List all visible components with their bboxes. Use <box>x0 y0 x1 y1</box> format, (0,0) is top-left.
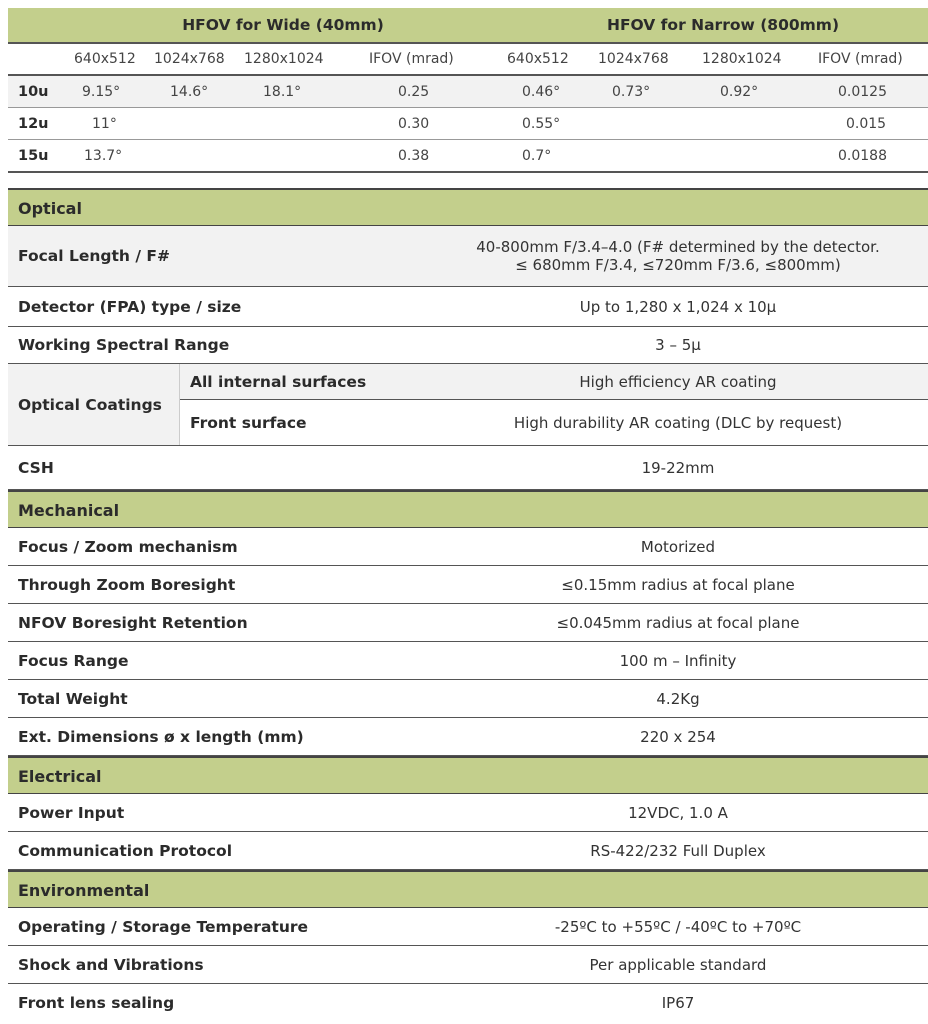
table-cell: 0.7° <box>522 147 552 164</box>
column-header: 1024x768 <box>598 51 669 67</box>
spec-value: High efficiency AR coating <box>579 372 777 391</box>
spec-label: Focal Length / F# <box>18 247 170 265</box>
spec-row <box>8 528 928 566</box>
fov-table <box>8 8 928 173</box>
spec-label: Shock and Vibrations <box>18 955 204 974</box>
spec-row-csh <box>8 446 928 490</box>
table-cell: 18.1° <box>263 83 302 100</box>
row-label: 15u <box>18 147 49 164</box>
section-mechanical: Mechanical <box>8 490 928 528</box>
spec-row <box>8 680 928 718</box>
table-cell: 0.73° <box>612 83 651 100</box>
table-cell: 0.92° <box>720 83 759 100</box>
column-header: 1280x1024 <box>702 51 782 67</box>
coating-subrow-internal <box>180 364 928 400</box>
table-cell: 13.7° <box>84 147 123 164</box>
spec-table <box>8 188 928 1022</box>
table-cell: 0.25 <box>398 83 430 100</box>
spec-value: 12VDC, 1.0 A <box>628 803 728 822</box>
table-cell: 0.38 <box>398 147 430 164</box>
spec-row <box>8 718 928 756</box>
spec-value: 3 – 5μ <box>655 336 701 354</box>
spec-row-focal-length <box>8 226 928 287</box>
table-cell: 14.6° <box>170 83 209 100</box>
spec-value: Per applicable standard <box>589 955 767 974</box>
divider <box>8 171 928 173</box>
column-header: 640x512 <box>74 51 136 67</box>
column-header: 1024x768 <box>154 51 225 67</box>
table-cell: 11° <box>92 115 117 132</box>
narrow-header: HFOV for Narrow (800mm) <box>606 16 840 34</box>
spec-value: 4.2Kg <box>656 689 700 708</box>
fov-columns-row <box>8 44 928 74</box>
column-header: IFOV (mrad) <box>369 51 454 67</box>
spec-label: Focus Range <box>18 651 129 670</box>
spec-label: Front lens sealing <box>18 994 175 1012</box>
spec-label: Total Weight <box>18 689 128 708</box>
coatings-subrows <box>180 364 928 445</box>
spec-row <box>8 794 928 832</box>
spec-value: 19-22mm <box>641 458 715 477</box>
focal-value-line2: ≤ 680mm F/3.4, ≤720mm F/3.6, ≤800mm) <box>515 256 841 274</box>
column-header: IFOV (mrad) <box>818 51 903 67</box>
spec-value: ≤0.15mm radius at focal plane <box>561 575 795 594</box>
spec-label: Power Input <box>18 803 125 822</box>
fov-header-row <box>8 8 928 42</box>
spec-row <box>8 604 928 642</box>
spec-value: RS-422/232 Full Duplex <box>590 841 766 860</box>
section-electrical: Electrical <box>8 756 928 794</box>
row-label: 10u <box>18 83 49 100</box>
spec-value <box>428 238 928 274</box>
wide-header: HFOV for Wide (40mm) <box>182 16 384 34</box>
fov-row-12u <box>8 108 928 139</box>
spec-label: Optical Coatings <box>8 364 180 445</box>
spec-value: Motorized <box>640 537 716 556</box>
spec-row <box>8 832 928 870</box>
spec-value: Up to 1,280 x 1,024 x 10μ <box>579 297 777 316</box>
spec-row <box>8 908 928 946</box>
spec-label: Communication Protocol <box>18 841 233 860</box>
spec-value: 100 m – Infinity <box>619 651 737 670</box>
spec-label: CSH <box>18 458 54 477</box>
spec-value: ≤0.045mm radius at focal plane <box>556 613 800 632</box>
spec-value: IP67 <box>661 994 695 1012</box>
table-cell: 9.15° <box>82 83 121 100</box>
spec-label: NFOV Boresight Retention <box>18 613 248 632</box>
section-optical: Optical <box>8 188 928 226</box>
spec-row <box>8 946 928 984</box>
spec-sublabel: Front surface <box>190 413 307 432</box>
spec-value: High durability AR coating (DLC by request) <box>513 413 843 432</box>
table-cell: 0.0125 <box>838 83 887 100</box>
spec-value: 220 x 254 <box>640 727 716 746</box>
spec-label: Ext. Dimensions ø x length (mm) <box>18 727 304 746</box>
table-cell: 0.015 <box>846 115 887 132</box>
row-label: 12u <box>18 115 49 132</box>
spec-label: Through Zoom Boresight <box>18 575 236 594</box>
table-cell: 0.0188 <box>838 147 887 164</box>
spec-row <box>8 984 928 1022</box>
spec-row <box>8 642 928 680</box>
spec-label: Detector (FPA) type / size <box>18 297 242 316</box>
spec-row-spectral-range <box>8 327 928 364</box>
spec-label: Working Spectral Range <box>18 336 230 354</box>
spec-row <box>8 566 928 604</box>
column-header: 1280x1024 <box>244 51 324 67</box>
fov-row-15u <box>8 140 928 171</box>
fov-row-10u <box>8 76 928 107</box>
table-cell: 0.30 <box>398 115 430 132</box>
table-cell: 0.46° <box>522 83 561 100</box>
coating-subrow-front <box>180 400 928 445</box>
column-header: 640x512 <box>507 51 569 67</box>
spec-sublabel: All internal surfaces <box>190 372 367 391</box>
table-cell: 0.55° <box>522 115 561 132</box>
spec-row-detector <box>8 287 928 327</box>
spec-label: Focus / Zoom mechanism <box>18 537 238 556</box>
section-environmental: Environmental <box>8 870 928 908</box>
focal-value-line1: 40-800mm F/3.4–4.0 (F# determined by the detector. <box>476 238 880 256</box>
spec-label: Operating / Storage Temperature <box>18 917 309 936</box>
spec-row-optical-coatings <box>8 364 928 446</box>
spec-value: -25ºC to +55ºC / -40ºC to +70ºC <box>554 917 802 936</box>
